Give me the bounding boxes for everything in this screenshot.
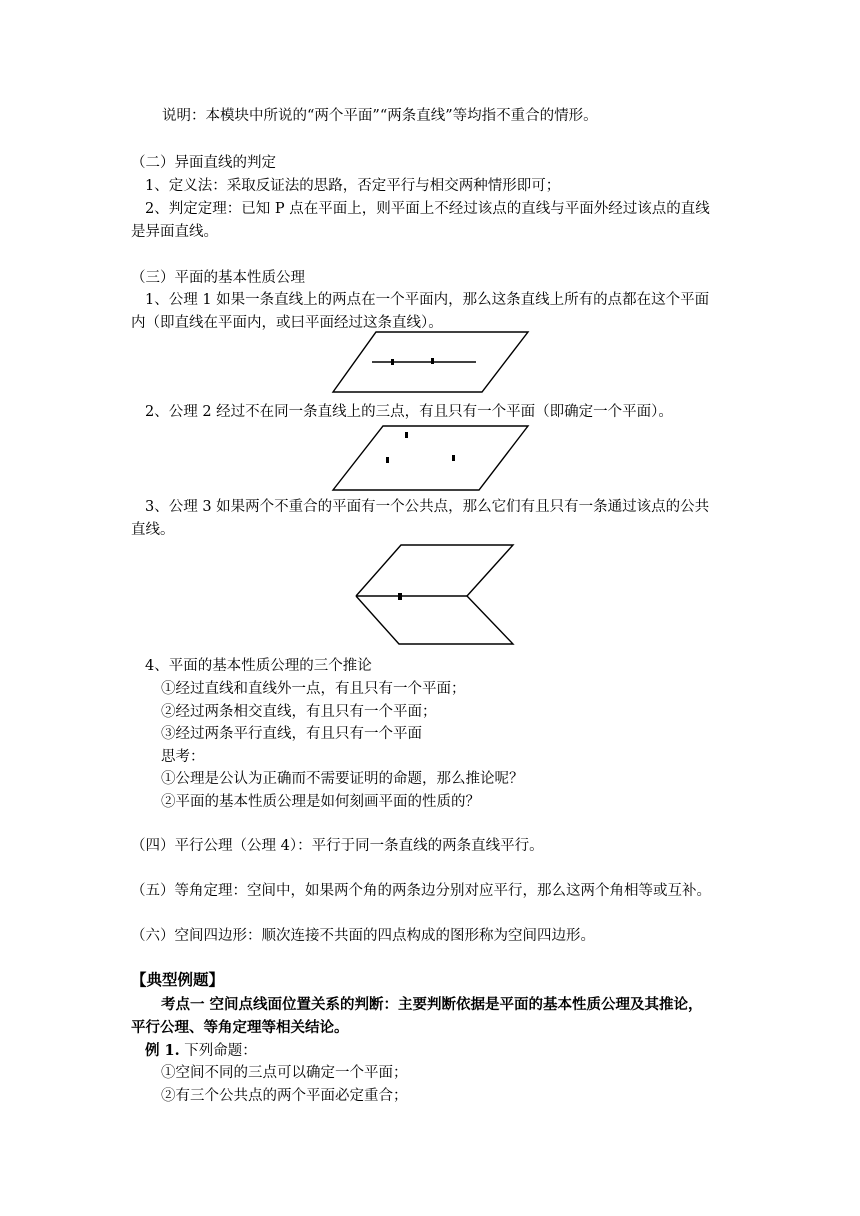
- axiom1-line2: 内（即直线在平面内，或曰平面经过这条直线）。: [131, 315, 443, 331]
- intro-note: 说明：本模块中所说的“两个平面”“两条直线”等均指不重合的情形。: [162, 108, 598, 124]
- statement-1: ①空间不同的三点可以确定一个平面；: [161, 1065, 408, 1081]
- corollary-heading: 4、平面的基本性质公理的三个推论: [145, 658, 372, 674]
- example-label: 例 1.: [145, 1042, 180, 1059]
- axiom2: 2、公理 2 经过不在同一条直线上的三点，有且只有一个平面（即确定一个平面）。: [145, 404, 673, 420]
- upper-plane: [356, 545, 513, 596]
- axiom3-figure: [353, 543, 517, 647]
- section4: （四）平行公理（公理 4）：平行于同一条直线的两条直线平行。: [131, 838, 544, 854]
- section2-item2-line2: 是异面直线。: [131, 224, 218, 240]
- point-a: [391, 359, 394, 365]
- point-b: [431, 358, 434, 364]
- kaodian-line1: 考点一 空间点线面位置关系的判断：主要判断依据是平面的基本性质公理及其推论，: [161, 996, 703, 1013]
- example-1: [145, 1041, 257, 1061]
- think-item-1: ①公理是公认为正确而不需要证明的命题，那么推论呢？: [161, 771, 524, 787]
- point-top: [405, 432, 408, 438]
- section2-item2-line1: 2、判定定理：已知 P 点在平面上，则平面上不经过该点的直线与平面外经过该点的直线: [145, 201, 710, 217]
- section6: （六）空间四边形：顺次连接不共面的四点构成的图形称为空间四边形。: [131, 928, 595, 944]
- point-right: [452, 455, 455, 461]
- think-item-2: ②平面的基本性质公理是如何刻画平面的性质的？: [161, 794, 480, 810]
- point-left: [386, 457, 389, 463]
- example-text: 下列命题：: [179, 1043, 257, 1059]
- think-label: 思考：: [161, 749, 205, 765]
- section2-heading: （二）异面直线的判定: [131, 155, 276, 171]
- corollary-3: ③经过两条平行直线，有且只有一个平面: [161, 726, 422, 742]
- corollary-2: ②经过两条相交直线，有且只有一个平面；: [161, 704, 437, 720]
- kaodian-line2: 平行公理、等角定理等相关结论。: [131, 1019, 349, 1036]
- section3-heading: （三）平面的基本性质公理: [131, 270, 305, 286]
- axiom1-figure: [330, 330, 530, 394]
- corollary-1: ①经过直线和直线外一点，有且只有一个平面；: [161, 681, 466, 697]
- examples-heading: 【典型例题】: [131, 971, 225, 989]
- axiom1-line1: 1、公理 1 如果一条直线上的两点在一个平面内，那么这条直线上所有的点都在这个平面: [145, 292, 710, 308]
- lower-plane: [356, 596, 513, 644]
- common-point: [398, 593, 402, 600]
- axiom3-line1: 3、公理 3 如果两个不重合的平面有一个公共点，那么它们有且只有一条通过该点的公共: [145, 499, 710, 515]
- section5: （五）等角定理：空间中，如果两个角的两条边分别对应平行，那么这两个角相等或互补。: [131, 883, 711, 899]
- section2-item1: 1、定义法：采取反证法的思路，否定平行与相交两种情形即可；: [145, 178, 561, 194]
- axiom2-figure: [330, 424, 530, 492]
- axiom3-line2: 直线。: [131, 522, 175, 538]
- plane-parallelogram: [333, 426, 528, 490]
- statement-2: ②有三个公共点的两个平面必定重合；: [161, 1088, 408, 1104]
